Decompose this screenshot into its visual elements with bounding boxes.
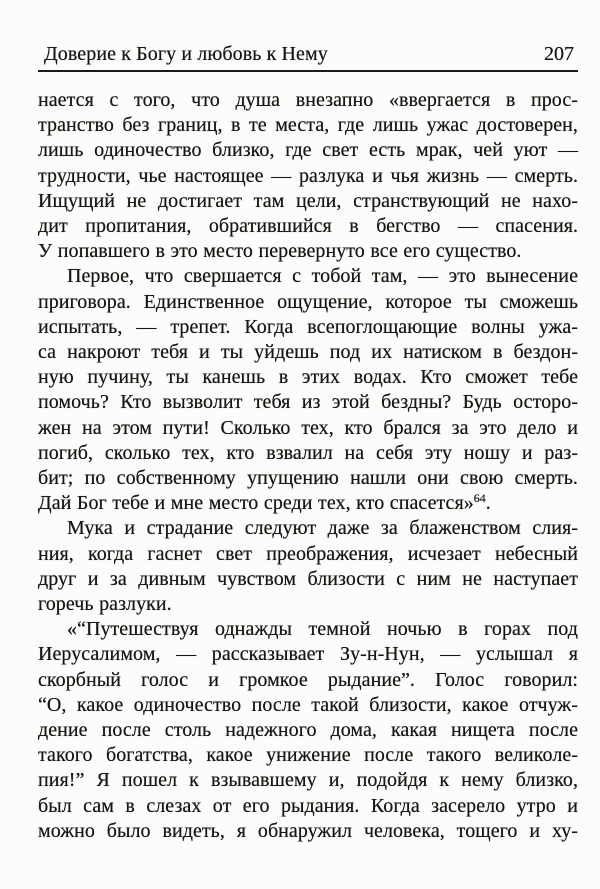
text-line: Первое, что свершается с тобой там, — это вынесение (67, 265, 578, 288)
page-header (38, 42, 578, 72)
text-line: ную пучину, ты канешь в этих водах. Кто сможет тебе (38, 366, 578, 389)
text-line: У попавшего в это место перевернуто все его существо. (38, 240, 522, 263)
text-line: Ищущий не достигает там цели, странствующий не нахо- (38, 189, 578, 212)
footnote-ref: 64 (473, 491, 486, 506)
text-line: приговора. Единственное ощущение, которое ты сможешь (38, 290, 578, 313)
text-line: можно было видеть, я обнаружил человека, тощего и ху- (38, 819, 578, 842)
text-line: “О, какое одиночество после такой близости, какое отчуж- (38, 693, 578, 716)
running-title: Доверие к Богу и любовь к Нему (44, 43, 328, 65)
text-line: «“Путешествуя однажды темной ночью в горах под (67, 618, 578, 641)
text-line: дение после столь надежного дома, какая нищета после (38, 719, 578, 742)
text-line: дит пропитания, обратившийся в бегство — спасения. (38, 215, 578, 238)
text-line: ния, когда гаснет свет преображения, исчезает небесный (38, 542, 578, 565)
text-line: лишь одиночество близко, где свет есть мрак, чей уют — (38, 139, 578, 162)
text-line: транство без границ, в те места, где лишь ужас достоверен, (38, 114, 578, 137)
text-line: Иерусалимом, — рассказывает Зу-н-Нун, — услышал я (38, 643, 578, 666)
text-body (38, 88, 578, 844)
text-line (38, 491, 578, 516)
text-line: нается с того, что душа внезапно «ввергается в прос- (38, 89, 578, 111)
text-line-fragment: Дай Бог тебе и мне место среди тех, кто спасется» (38, 492, 474, 515)
text-line: Мука и страдание следуют даже за блаженством слия- (67, 517, 578, 540)
text-line: погиб, сколько тех, кто взвалил на себя эту ношу и раз- (38, 441, 578, 464)
text-line: был сам в слезах от его рыдания. Когда засерело утро и (38, 794, 578, 817)
text-line: трудности, чье настоящее — разлука и чья жизнь — смерть. (38, 164, 578, 187)
text-line: бит; по собственному упущению нашли они свою смерть. (38, 467, 578, 490)
text-line: друг и за дивным чувством близости с ним не наступает (38, 567, 578, 590)
text-line: горечь разлуки. (38, 593, 172, 616)
page-number: 207 (544, 43, 574, 65)
text-line: скорбный голос и громкое рыдание”. Голос говорил: (38, 668, 578, 691)
text-line: пия!” Я пошел к взывавшему и, подойдя к нему близко, (38, 769, 578, 792)
text-line: са накроют тебя и ты уйдешь под их натиском в бездон- (38, 341, 578, 364)
text-line: жен на этом пути! Сколько тех, кто брался за это дело и (38, 416, 578, 439)
text-line-fragment: . (485, 492, 491, 515)
text-line: помочь? Кто вызволит тебя из этой бездны? Будь осторо- (38, 391, 578, 414)
text-line: такого богатства, какое унижение после такого великоле- (38, 744, 578, 767)
text-line: испытать, — трепет. Когда всепоглощающие волны ужа- (38, 315, 578, 338)
